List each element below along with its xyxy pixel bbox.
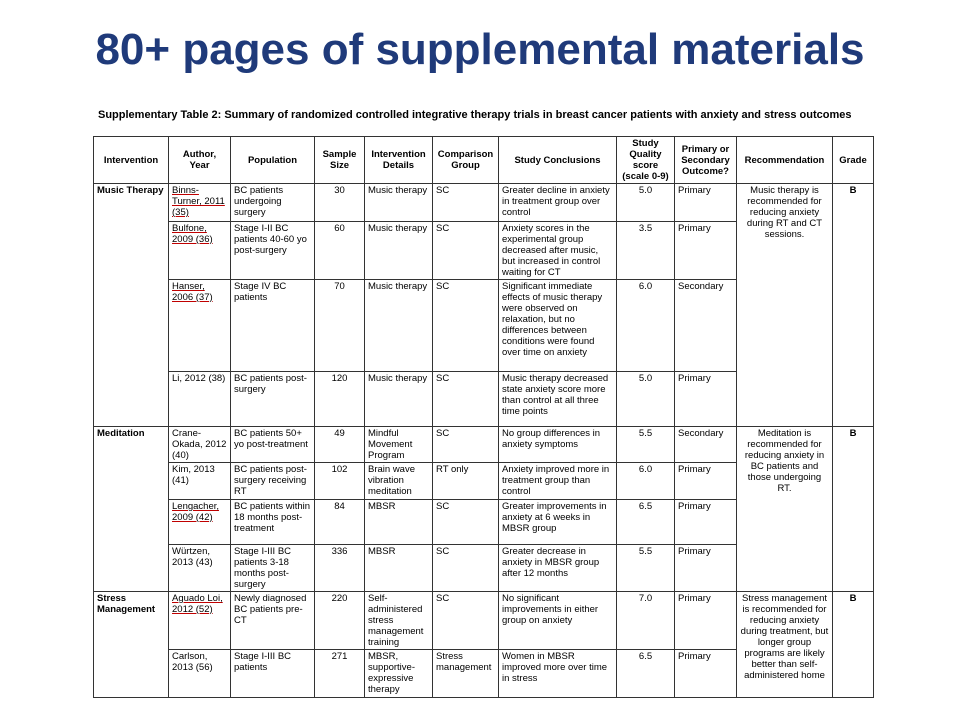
conclusions-cell: Anxiety improved more in treatment group than control bbox=[499, 463, 617, 500]
quality-cell: 6.0 bbox=[617, 463, 675, 500]
quality-cell: 6.5 bbox=[617, 650, 675, 698]
author-cell: Hanser, 2006 (37) bbox=[169, 280, 231, 372]
sample-cell: 271 bbox=[315, 650, 365, 698]
author-cell: Carlson, 2013 (56) bbox=[169, 650, 231, 698]
sample-cell: 102 bbox=[315, 463, 365, 500]
sample-cell: 84 bbox=[315, 500, 365, 545]
conclusions-cell: Anxiety scores in the experimental group decreased after music, but increased in control waiting for CT bbox=[499, 222, 617, 280]
details-cell: MBSR bbox=[365, 545, 433, 592]
author-cell: Aguado Loi, 2012 (52) bbox=[169, 592, 231, 650]
group-name: Music Therapy bbox=[94, 184, 169, 427]
details-cell: Brain wave vibration meditation bbox=[365, 463, 433, 500]
author-cell: Würtzen, 2013 (43) bbox=[169, 545, 231, 592]
group-name: Meditation bbox=[94, 427, 169, 592]
details-cell: MBSR, supportive-expressive therapy bbox=[365, 650, 433, 698]
sample-cell: 49 bbox=[315, 427, 365, 463]
header-sample-size: Sample Size bbox=[315, 137, 365, 184]
conclusions-cell: Greater decline in anxiety in treatment group over control bbox=[499, 184, 617, 222]
details-cell: Music therapy bbox=[365, 222, 433, 280]
grade-cell: B bbox=[833, 427, 874, 592]
recommendation-cell: Music therapy is recommended for reducing anxiety during RT and CT sessions. bbox=[737, 184, 833, 427]
header-recommendation: Recommendation bbox=[737, 137, 833, 184]
grade-cell: B bbox=[833, 184, 874, 427]
author-cell: Crane-Okada, 2012 (40) bbox=[169, 427, 231, 463]
sample-cell: 220 bbox=[315, 592, 365, 650]
population-cell: Stage I-II BC patients 40-60 yo post-surgery bbox=[231, 222, 315, 280]
sample-cell: 120 bbox=[315, 372, 365, 427]
quality-cell: 5.5 bbox=[617, 545, 675, 592]
conclusions-cell: Women in MBSR improved more over time in stress bbox=[499, 650, 617, 698]
comparison-cell: SC bbox=[433, 427, 499, 463]
quality-cell: 7.0 bbox=[617, 592, 675, 650]
outcome-cell: Secondary bbox=[675, 427, 737, 463]
author-cell: Kim, 2013 (41) bbox=[169, 463, 231, 500]
details-cell: Self-administered stress management training bbox=[365, 592, 433, 650]
details-cell: Music therapy bbox=[365, 184, 433, 222]
population-cell: Newly diagnosed BC patients pre-CT bbox=[231, 592, 315, 650]
sample-cell: 70 bbox=[315, 280, 365, 372]
comparison-cell: SC bbox=[433, 592, 499, 650]
outcome-cell: Primary bbox=[675, 500, 737, 545]
author-cell: Li, 2012 (38) bbox=[169, 372, 231, 427]
quality-cell: 3.5 bbox=[617, 222, 675, 280]
outcome-cell: Primary bbox=[675, 650, 737, 698]
header-intervention-details: Intervention Details bbox=[365, 137, 433, 184]
author-cell: Lengacher, 2009 (42) bbox=[169, 500, 231, 545]
conclusions-cell: No significant improvements in either group on anxiety bbox=[499, 592, 617, 650]
comparison-cell: Stress management bbox=[433, 650, 499, 698]
details-cell: MBSR bbox=[365, 500, 433, 545]
header-author-year: Author, Year bbox=[169, 137, 231, 184]
conclusions-cell: Significant immediate effects of music therapy were observed on relaxation, but no differences between conditions were found over time on anxiety bbox=[499, 280, 617, 372]
header-comparison-group: Comparison Group bbox=[433, 137, 499, 184]
recommendation-cell: Stress management is recommended for reducing anxiety during treatment, but longer group programs are likely better than self-administered home bbox=[737, 592, 833, 698]
details-cell: Music therapy bbox=[365, 372, 433, 427]
header-study-conclusions: Study Conclusions bbox=[499, 137, 617, 184]
population-cell: Stage IV BC patients bbox=[231, 280, 315, 372]
population-cell: BC patients post-surgery receiving RT bbox=[231, 463, 315, 500]
quality-cell: 5.5 bbox=[617, 427, 675, 463]
outcome-cell: Primary bbox=[675, 372, 737, 427]
recommendation-cell: Meditation is recommended for reducing anxiety in BC patients and those undergoing RT. bbox=[737, 427, 833, 592]
table-row bbox=[94, 592, 874, 650]
comparison-cell: SC bbox=[433, 545, 499, 592]
comparison-cell: SC bbox=[433, 372, 499, 427]
sample-cell: 336 bbox=[315, 545, 365, 592]
header-study-quality: Study Quality score (scale 0-9) bbox=[617, 137, 675, 184]
sample-cell: 30 bbox=[315, 184, 365, 222]
population-cell: BC patients 50+ yo post-treatment bbox=[231, 427, 315, 463]
details-cell: Mindful Movement Program bbox=[365, 427, 433, 463]
population-cell: BC patients undergoing surgery bbox=[231, 184, 315, 222]
comparison-cell: SC bbox=[433, 500, 499, 545]
table-row bbox=[94, 184, 874, 222]
group-name: Stress Management bbox=[94, 592, 169, 698]
quality-cell: 5.0 bbox=[617, 184, 675, 222]
population-cell: BC patients post-surgery bbox=[231, 372, 315, 427]
author-cell: Binns-Turner, 2011 (35) bbox=[169, 184, 231, 222]
table-row bbox=[94, 427, 874, 463]
outcome-cell: Primary bbox=[675, 222, 737, 280]
header-population: Population bbox=[231, 137, 315, 184]
conclusions-cell: Music therapy decreased state anxiety score more than control at all three time points bbox=[499, 372, 617, 427]
comparison-cell: SC bbox=[433, 184, 499, 222]
outcome-cell: Primary bbox=[675, 545, 737, 592]
conclusions-cell: No group differences in anxiety symptoms bbox=[499, 427, 617, 463]
outcome-cell: Primary bbox=[675, 184, 737, 222]
conclusions-cell: Greater improvements in anxiety at 6 weeks in MBSR group bbox=[499, 500, 617, 545]
comparison-cell: SC bbox=[433, 280, 499, 372]
quality-cell: 6.5 bbox=[617, 500, 675, 545]
sample-cell: 60 bbox=[315, 222, 365, 280]
outcome-cell: Secondary bbox=[675, 280, 737, 372]
header-intervention: Intervention bbox=[94, 137, 169, 184]
outcome-cell: Primary bbox=[675, 463, 737, 500]
comparison-cell: SC bbox=[433, 222, 499, 280]
conclusions-cell: Greater decrease in anxiety in MBSR group after 12 months bbox=[499, 545, 617, 592]
header-row bbox=[94, 137, 874, 184]
population-cell: BC patients within 18 months post-treatment bbox=[231, 500, 315, 545]
author-cell: Bulfone, 2009 (36) bbox=[169, 222, 231, 280]
slide-title: 80+ pages of supplemental materials bbox=[95, 25, 865, 74]
comparison-cell: RT only bbox=[433, 463, 499, 500]
details-cell: Music therapy bbox=[365, 280, 433, 372]
quality-cell: 6.0 bbox=[617, 280, 675, 372]
population-cell: Stage I-III BC patients bbox=[231, 650, 315, 698]
outcome-cell: Primary bbox=[675, 592, 737, 650]
grade-cell: B bbox=[833, 592, 874, 698]
population-cell: Stage I-III BC patients 3-18 months post-surgery bbox=[231, 545, 315, 592]
header-outcome: Primary or Secondary Outcome? bbox=[675, 137, 737, 184]
quality-cell: 5.0 bbox=[617, 372, 675, 427]
header-grade: Grade bbox=[833, 137, 874, 184]
table-caption: Supplementary Table 2: Summary of randomized controlled integrative therapy trials in breast cancer patients with anxiety and stress outcomes bbox=[98, 109, 852, 121]
supplementary-table bbox=[93, 136, 874, 698]
